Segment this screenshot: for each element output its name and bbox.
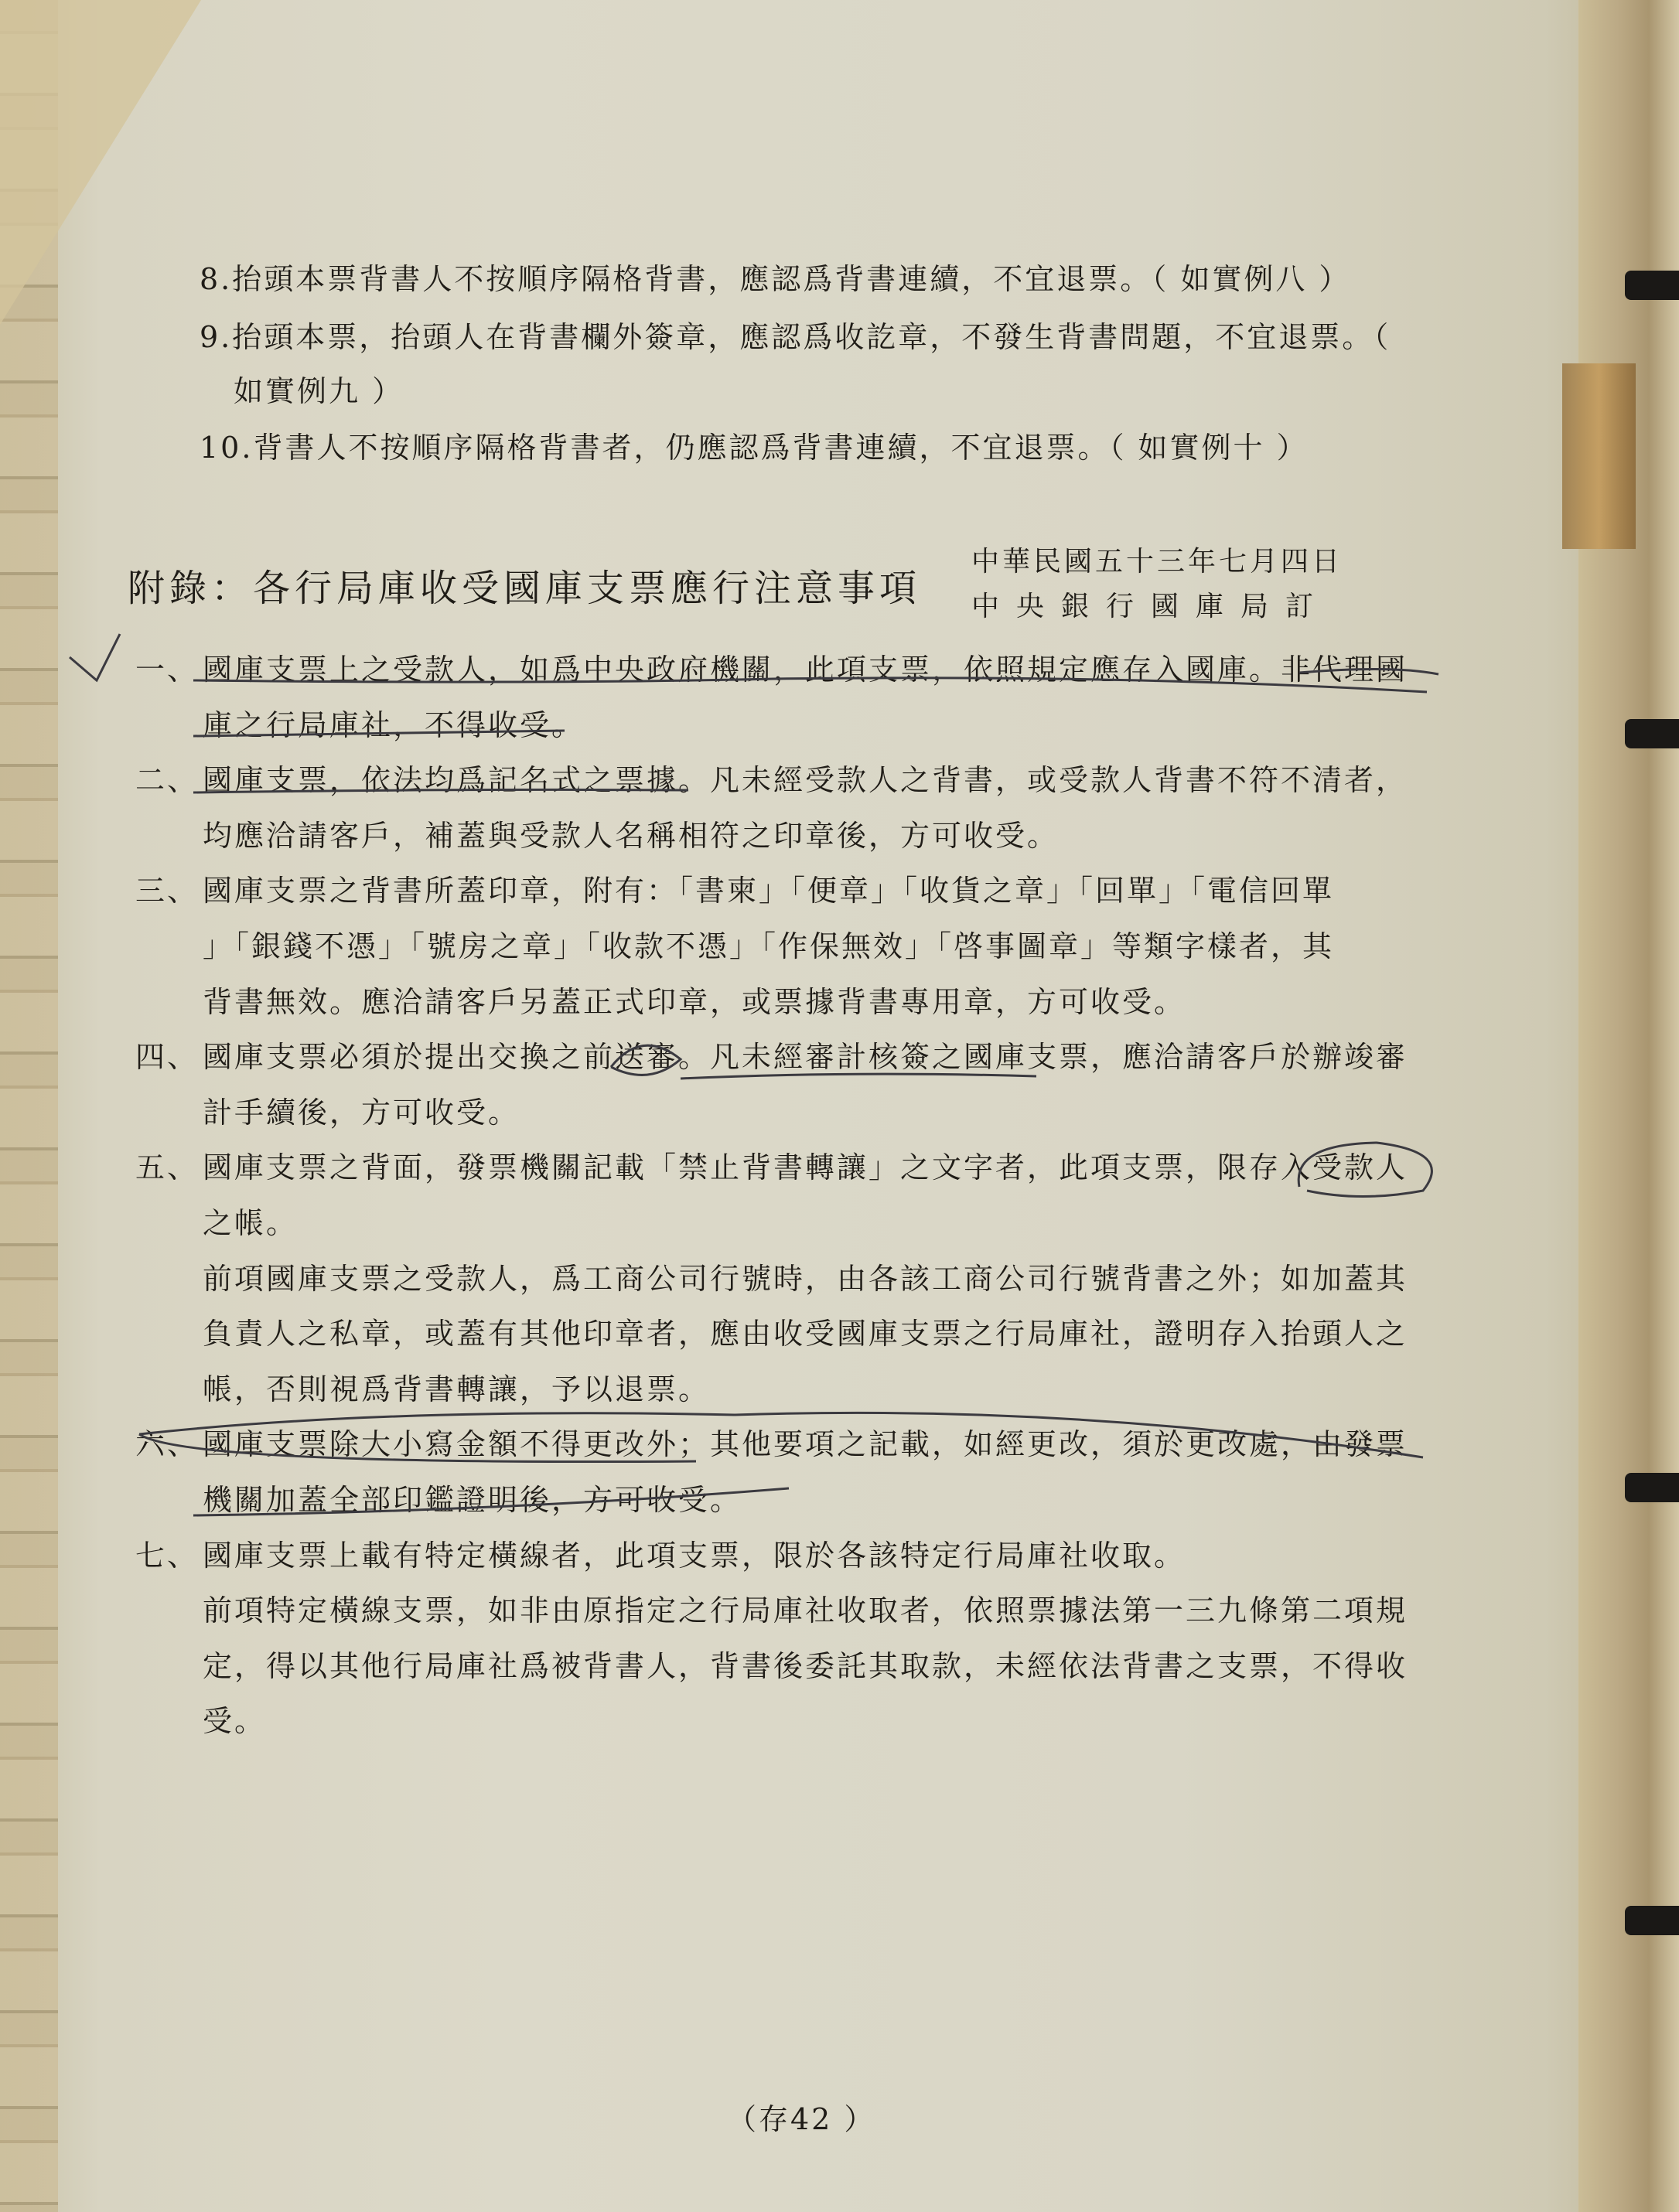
item-number: 10.	[200, 431, 254, 465]
appendix-issuer: 中央銀行國庫局訂	[971, 591, 1331, 622]
rule-text-line: 定，得以其他行局庫社爲被背書人，背書後委託其取款，未經依法背書之支票，不得收	[203, 1648, 1408, 1683]
rule-text-line: 」「銀錢不憑」「號房之章」「收款不憑」「作保無效」「啓事圖章」等類字樣者，其	[203, 929, 1335, 963]
rule-text-line: 前項國庫支票之受款人，爲工商公司行號時，由各該工商公司行號背書之外；如加蓋其	[203, 1261, 1408, 1296]
rule-text-line: 庫之行局庫社，不得收受。	[203, 707, 584, 742]
rule-text-line: 前項特定橫線支票，如非由原指定之行局庫社收取者，依照票據法第一三九條第二項規	[203, 1593, 1408, 1628]
rule-text-line: 國庫支票，依法均爲記名式之票據。凡未經受款人之背書，或受款人背書不符不清者，	[203, 763, 1408, 798]
appendix-date: 中華民國五十三年七月四日	[971, 546, 1343, 578]
rule-text-line: 國庫支票除大小寫金額不得更改外；其他要項之記載，如經更改，須於更改處，由發票	[203, 1427, 1408, 1462]
rule-number: 五、	[135, 1150, 200, 1185]
rule-number: 四、	[135, 1040, 200, 1075]
item-number: 8.	[200, 262, 233, 296]
item-text: 背書人不按順序隔格背書者，仍應認爲背書連續，不宜退票。（ 如實例十 ）	[253, 431, 1309, 465]
rule-number: 二、	[135, 763, 200, 798]
rule-text-line: 受。	[203, 1704, 267, 1739]
rule-number: 七、	[135, 1538, 200, 1573]
rule-text-line: 負責人之私章，或蓋有其他印章者，應由收受國庫支票之行局庫社，證明存入抬頭人之	[203, 1317, 1408, 1351]
rule-number: 六、	[135, 1427, 200, 1462]
rule-text-line: 帳，否則視爲背書轉讓，予以退票。	[203, 1372, 711, 1406]
rule-text-line: 國庫支票上之受款人，如爲中央政府機關，此項支票，依照規定應存入國庫。非代理國	[203, 653, 1408, 687]
rule-text-line: 國庫支票之背面，發票機關記載「禁止背書轉讓」之文字者，此項支票，限存入受款人	[203, 1150, 1408, 1185]
rule-text-line: 之帳。	[203, 1206, 299, 1240]
rule-text-line: 計手續後，方可收受。	[203, 1095, 520, 1130]
item-text: 如實例九 ）	[234, 374, 404, 408]
rule-text-line: 國庫支票必須於提出交換之前送審。凡未經審計核簽之國庫支票，應洽請客戶於辦竣審	[203, 1040, 1408, 1075]
rule-number: 一、	[135, 653, 200, 687]
rule-text-line: 背書無效。應洽請客戶另蓋正式印章，或票據背書專用章，方可收受。	[203, 984, 1186, 1019]
item-text: 抬頭本票背書人不按順序隔格背書，應認爲背書連續，不宜退票。（ 如實例八 ）	[232, 262, 1351, 296]
rule-number: 三、	[135, 874, 200, 908]
appendix-title: 附錄：各行局庫收受國庫支票應行注意事項	[128, 567, 922, 610]
rule-text-line: 國庫支票之背書所蓋印章，附有：「書柬」「便章」「收貨之章」「回單」「電信回單	[203, 874, 1335, 908]
rule-text-line: 機關加蓋全部印鑑證明後，方可收受。	[203, 1483, 742, 1517]
rule-text-line: 國庫支票上載有特定橫線者，此項支票，限於各該特定行局庫社收取。	[203, 1538, 1186, 1573]
rule-text-line: 均應洽請客戶，補蓋與受款人名稱相符之印章後，方可收受。	[203, 818, 1060, 853]
page-number: （存42 ）	[727, 2102, 876, 2136]
item-number: 9.	[200, 320, 233, 354]
item-text: 抬頭本票，抬頭人在背書欄外簽章，應認爲收訖章，不發生背書問題，不宜退票。（	[232, 320, 1391, 354]
